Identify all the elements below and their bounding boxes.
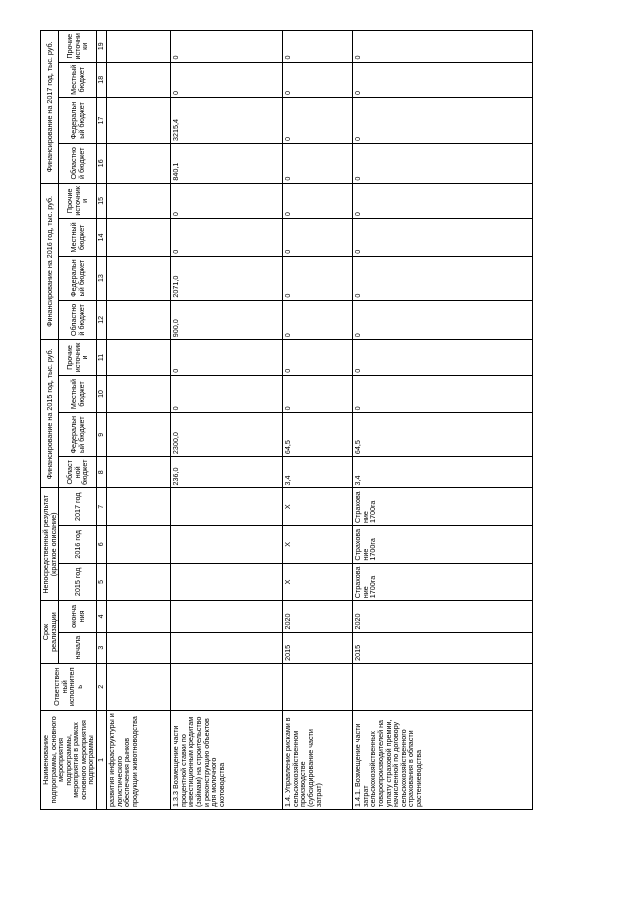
row-value-cell bbox=[171, 526, 283, 564]
row-value-cell bbox=[107, 563, 171, 601]
row-value-cell: Х bbox=[283, 563, 353, 601]
row-name-cell: 1.4.1. Возмещение части затрат сельскохозяйственных товаропроизводителей на уплату страховой премии, начисленной по договору сельскохозяйственного страхования в области растениеводства bbox=[353, 710, 533, 809]
row-value-cell bbox=[107, 663, 171, 710]
col-num-15: 15 bbox=[96, 183, 106, 219]
col-num-13: 13 bbox=[96, 256, 106, 300]
column-number-row bbox=[96, 31, 106, 810]
rotated-table-sheet bbox=[40, 30, 520, 810]
col-num-11: 11 bbox=[96, 340, 106, 376]
row-value-cell: Страхование 1700га bbox=[353, 563, 533, 601]
row-value-cell: 2020 bbox=[283, 601, 353, 632]
row-value-cell bbox=[107, 300, 171, 340]
header-reg-budget-2015: Областной бюджет bbox=[59, 457, 97, 488]
row-value-cell bbox=[107, 488, 171, 526]
row-value-cell: 0 bbox=[353, 183, 533, 219]
header-other-2015: Прочие источники bbox=[59, 340, 97, 376]
row-value-cell: Страхование 1700га bbox=[353, 526, 533, 564]
col-num-17: 17 bbox=[96, 98, 106, 144]
table-row bbox=[171, 31, 283, 810]
row-value-cell bbox=[171, 563, 283, 601]
header-year-2016: 2016 год bbox=[59, 526, 97, 564]
row-value-cell: 0 bbox=[353, 143, 533, 183]
row-value-cell bbox=[107, 219, 171, 257]
row-value-cell bbox=[171, 663, 283, 710]
row-value-cell: 0 bbox=[171, 183, 283, 219]
row-value-cell: 0 bbox=[283, 219, 353, 257]
row-value-cell bbox=[107, 413, 171, 457]
table-row bbox=[353, 31, 533, 810]
col-num-5: 5 bbox=[96, 563, 106, 601]
row-name-cell: 1.3.3 Возмещение части процентной ставки по инвестиционным кредитам (займам) на строительство и реконструкцию объектов для молочного скотоводства bbox=[171, 710, 283, 809]
row-value-cell: 2300,0 bbox=[171, 413, 283, 457]
header-name: Наименование подпрограммы, основного мероприятия подпрограммы, мероприятия в рамках основного мероприятия подпрограммы bbox=[41, 710, 97, 809]
row-value-cell bbox=[107, 457, 171, 488]
row-value-cell: 3215,4 bbox=[171, 98, 283, 144]
header-fin-2017: Финансирование на 2017 год, тыс. руб. bbox=[41, 31, 59, 184]
header-fed-budget-2016: Федеральный бюджет bbox=[59, 256, 97, 300]
row-value-cell bbox=[107, 183, 171, 219]
row-value-cell bbox=[171, 488, 283, 526]
col-num-9: 9 bbox=[96, 413, 106, 457]
row-value-cell bbox=[107, 601, 171, 632]
table-body bbox=[107, 31, 533, 810]
row-value-cell: 840,1 bbox=[171, 143, 283, 183]
table-row bbox=[283, 31, 353, 810]
col-num-18: 18 bbox=[96, 62, 106, 98]
row-value-cell: 2071,0 bbox=[171, 256, 283, 300]
row-value-cell: 0 bbox=[283, 375, 353, 413]
header-term-start: начала bbox=[59, 632, 97, 663]
row-name-cell: 1.4. Управление рисками в сельскохозяйственном производстве (субсидирование части затрат) bbox=[283, 710, 353, 809]
header-fin-2015: Финансирование на 2015 год, тыс. руб. bbox=[41, 340, 59, 488]
header-row-1 bbox=[41, 31, 59, 810]
row-value-cell: 0 bbox=[283, 31, 353, 63]
col-num-19: 19 bbox=[96, 31, 106, 63]
row-value-cell bbox=[107, 31, 171, 63]
row-value-cell bbox=[171, 632, 283, 663]
row-value-cell: 0 bbox=[353, 300, 533, 340]
row-value-cell: 0 bbox=[353, 256, 533, 300]
col-num-12: 12 bbox=[96, 300, 106, 340]
col-num-14: 14 bbox=[96, 219, 106, 257]
col-num-10: 10 bbox=[96, 375, 106, 413]
row-value-cell: 0 bbox=[171, 62, 283, 98]
header-loc-budget-2015: Местный бюджет bbox=[59, 375, 97, 413]
row-value-cell: 0 bbox=[353, 62, 533, 98]
row-value-cell bbox=[283, 663, 353, 710]
row-value-cell: 0 bbox=[283, 183, 353, 219]
row-value-cell: 3,4 bbox=[353, 457, 533, 488]
row-value-cell: 0 bbox=[283, 62, 353, 98]
row-value-cell: 2015 bbox=[283, 632, 353, 663]
row-value-cell bbox=[353, 663, 533, 710]
row-value-cell: 0 bbox=[283, 256, 353, 300]
row-value-cell: 0 bbox=[283, 340, 353, 376]
col-num-1: 1 bbox=[96, 710, 106, 809]
row-value-cell: Страхование 1700га bbox=[353, 488, 533, 526]
row-value-cell: 64,5 bbox=[353, 413, 533, 457]
row-value-cell: 236,0 bbox=[171, 457, 283, 488]
row-value-cell bbox=[107, 340, 171, 376]
row-value-cell: 0 bbox=[353, 375, 533, 413]
row-value-cell: 0 bbox=[171, 375, 283, 413]
col-num-3: 3 bbox=[96, 632, 106, 663]
header-other-2017: Прочие источники bbox=[59, 31, 97, 63]
row-value-cell: 0 bbox=[283, 300, 353, 340]
header-loc-budget-2017: Местный бюджет bbox=[59, 62, 97, 98]
row-value-cell: 0 bbox=[283, 143, 353, 183]
header-reg-budget-2016: Областной бюджет bbox=[59, 300, 97, 340]
row-value-cell: 2020 bbox=[353, 601, 533, 632]
funding-table bbox=[40, 30, 533, 810]
row-value-cell: 900,0 bbox=[171, 300, 283, 340]
header-fed-budget-2015: Федеральный бюджет bbox=[59, 413, 97, 457]
row-value-cell: 0 bbox=[171, 340, 283, 376]
row-value-cell: 3,4 bbox=[283, 457, 353, 488]
col-num-8: 8 bbox=[96, 457, 106, 488]
row-value-cell: 0 bbox=[171, 219, 283, 257]
header-term: Срок реализации bbox=[41, 601, 59, 664]
row-value-cell: Х bbox=[283, 526, 353, 564]
row-value-cell bbox=[107, 256, 171, 300]
col-num-7: 7 bbox=[96, 488, 106, 526]
header-fed-budget-2017: Федеральный бюджет bbox=[59, 98, 97, 144]
header-year-2017: 2017 год bbox=[59, 488, 97, 526]
row-value-cell bbox=[171, 601, 283, 632]
row-value-cell bbox=[107, 526, 171, 564]
col-num-4: 4 bbox=[96, 601, 106, 632]
row-value-cell: 0 bbox=[353, 31, 533, 63]
col-num-16: 16 bbox=[96, 143, 106, 183]
header-fin-2016: Финансирование на 2016 год, тыс. руб. bbox=[41, 183, 59, 340]
row-name-cell: развития инфраструктуры и логистического обеспечения рынков продукции животноводства bbox=[107, 710, 171, 809]
row-value-cell bbox=[107, 143, 171, 183]
col-num-2: 2 bbox=[96, 663, 106, 710]
col-num-6: 6 bbox=[96, 526, 106, 564]
header-result: Непосредственный результат (краткое описание) bbox=[41, 488, 59, 601]
row-value-cell: 0 bbox=[353, 219, 533, 257]
row-value-cell: 0 bbox=[171, 31, 283, 63]
row-value-cell: Х bbox=[283, 488, 353, 526]
row-value-cell: 64,5 bbox=[283, 413, 353, 457]
row-value-cell bbox=[107, 632, 171, 663]
row-value-cell bbox=[107, 98, 171, 144]
header-term-end: окончания bbox=[59, 601, 97, 632]
row-value-cell: 2015 bbox=[353, 632, 533, 663]
row-value-cell bbox=[107, 62, 171, 98]
header-other-2016: Прочие источники bbox=[59, 183, 97, 219]
header-year-2015: 2015 год bbox=[59, 563, 97, 601]
row-value-cell: 0 bbox=[283, 98, 353, 144]
row-value-cell: 0 bbox=[353, 340, 533, 376]
header-loc-budget-2016: Местный бюджет bbox=[59, 219, 97, 257]
row-value-cell bbox=[107, 375, 171, 413]
table-row bbox=[107, 31, 171, 810]
header-executor: Ответственный исполнитель bbox=[41, 663, 97, 710]
row-value-cell: 0 bbox=[353, 98, 533, 144]
header-reg-budget-2017: Областной бюджет bbox=[59, 143, 97, 183]
